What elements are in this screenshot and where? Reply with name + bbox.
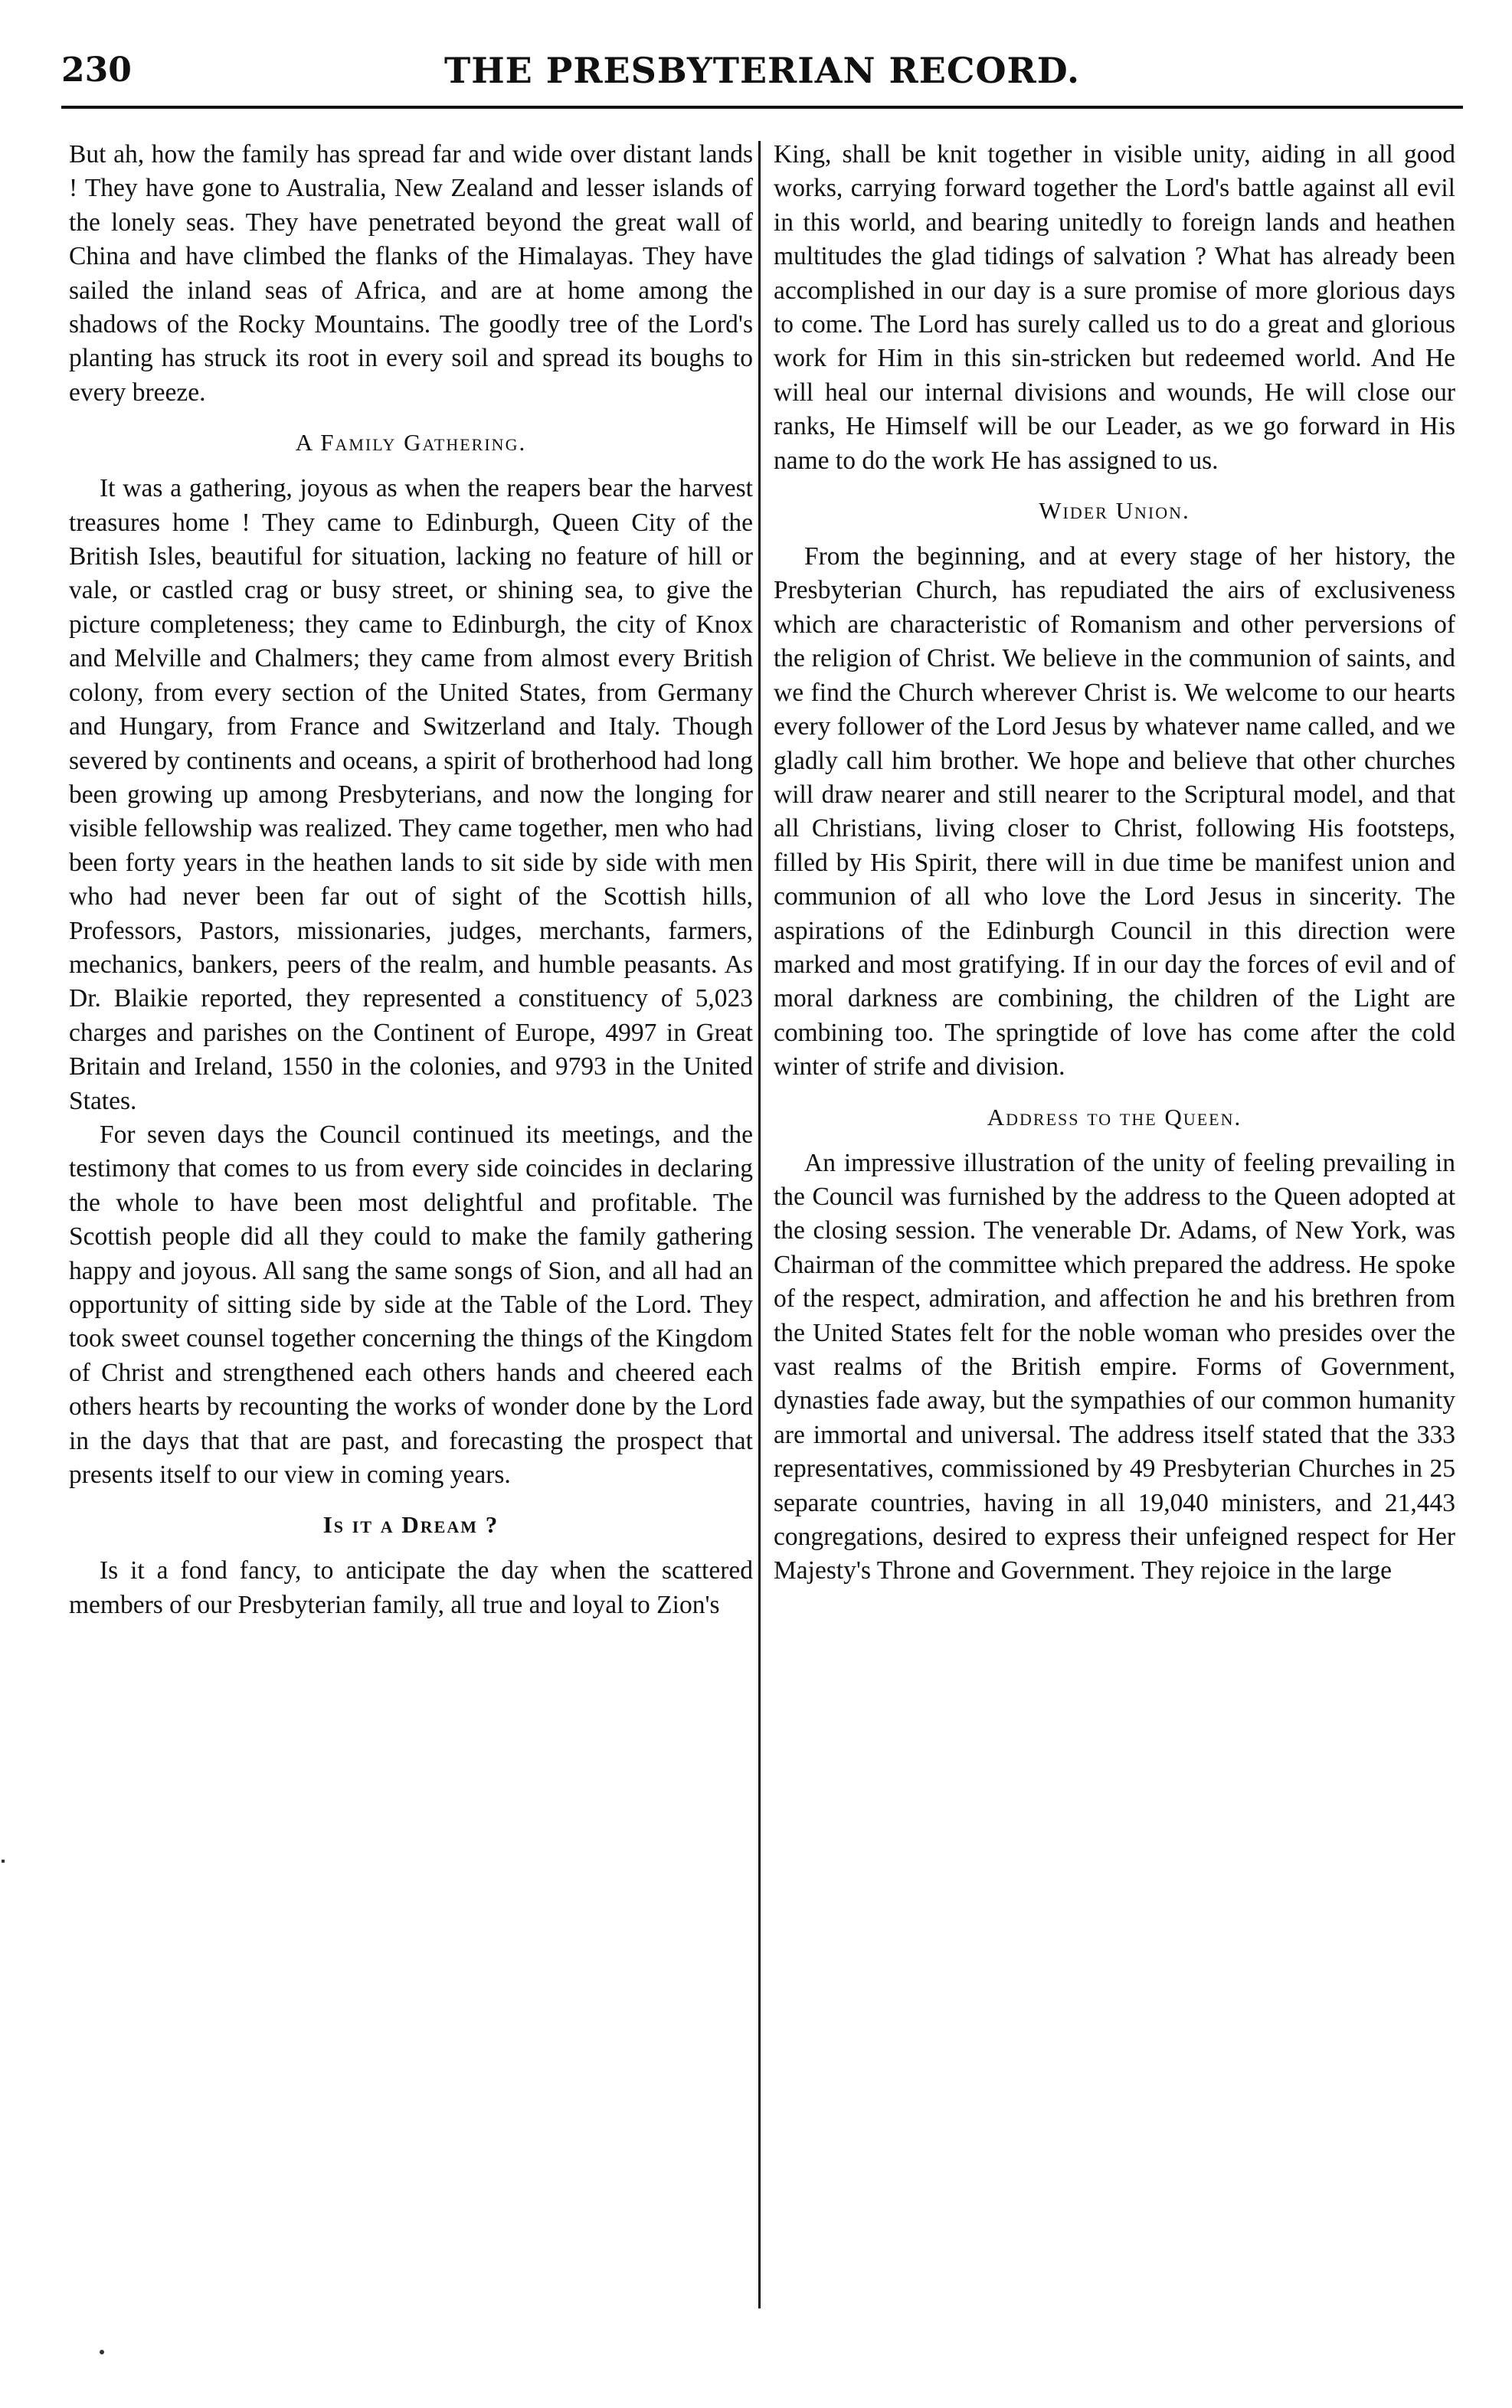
family-gathering-paragraph-2: For seven days the Council continued its meetings, and the testimony that comes to us from every side coincides in declaring the whole to have been most delightful and profitable. The Scottish people did all they could to make the family gathering happy and joyous. All sang the same songs of Sion, and all had an opportunity of sitting side by side at the Table of the Lord. They took sweet counsel together concerning the things of the Kingdom of Christ and strengthened each others hands and cheered each others hearts by recounting the works of wonder done by the Lord in the days that that are past, and forecasting the prospect that presents itself to our view in coming years. (69, 1120, 753, 1490)
is-it-a-dream-heading: Is it a Dream ? (322, 1511, 499, 1539)
right-column (774, 138, 1455, 1588)
wider-union-heading: Wider Union. (1039, 497, 1190, 525)
address-to-queen-paragraph: An impressive illustration of the unity of feeling prevailing in the Council was furnished by the address to the Queen adopted at the closing session. The venerable Dr. Adams, of New York, was Chairman of the committee which prepared the address. He spoke of the respect, admiration, and affection he and his brethren from the United States felt for the noble woman who presides over the vast realms of the British empire. Forms of Government, dynasties fade away, but the sympathies of our common humanity are immortal and universal. The address itself stated that the 333 representatives, commissioned by 49 Presbyterian Churches in 25 separate countries, having in all 19,040 ministers, and 21,443 congregations, desired to express their unfeigned respect for Her Majesty's Throne and Government. They rejoice in the large (774, 1148, 1455, 1585)
print-speck (100, 2350, 104, 2354)
left-column (69, 138, 753, 1622)
column-divider (758, 141, 761, 2308)
intro-paragraph: But ah, how the family has spread far and wide over distant lands ! They have gone to Australia, New Zealand and lesser islands of the lonely seas. They have penetrated beyond the great wall of China and have climbed the flanks of the Himalayas. They have sailed the inland seas of Africa, and are at home among the shadows of the Rocky Mountains. The goodly tree of the Lord's planting has struck its root in every soil and spread its boughs to every breeze. (69, 140, 753, 407)
header-rule (61, 106, 1463, 109)
family-gathering-heading: A Family Gathering. (295, 429, 527, 456)
margin-speck (2, 1860, 5, 1863)
running-head-title: THE PRESBYTERIAN RECORD. (443, 50, 1081, 91)
page-number: 230 (61, 51, 132, 90)
continued-paragraph: King, shall be knit together in visible unity, aiding in all good works, carrying forward together the Lord's battle against all evil in this world, and bearing unitedly to foreign lands and heathen multitudes the glad tidings of salvation ? What has already been accomplished in our day is a sure promise of more glorious days to come. The Lord has surely called us to do a great and glorious work for Him in this sin-stricken but redeemed world. And He will heal our internal divisions and wounds, He will close our ranks, He Himself will be our Leader, as we go forward in His name to do the work He has assigned to us. (774, 140, 1455, 475)
page-header (61, 47, 1463, 101)
address-to-queen-heading: Address to the Queen. (987, 1103, 1242, 1130)
wider-union-paragraph: From the beginning, and at every stage of her history, the Presbyterian Church, has repudiated the airs of exclusiveness which are characteristic of Romanism and other perversions of the religion of Christ. We believe in the communion of saints, and we find the Church wherever Christ is. We welcome to our hearts every follower of the Lord Jesus by whatever name called, and we gladly call him brother. We hope and believe that other churches will draw nearer and still nearer to the Scriptural model, and that all Christians, living closer to Christ, following His footsteps, filled by His Spirit, there will in due time be manifest union and communion of all who love the Lord Jesus in sincerity. The aspirations of the Edinburgh Council in this direction were marked and most gratifying. If in our day the forces of evil and of moral darkness are combining, the children of the Light are combining too. The springtide of love has come after the cold winter of strife and division. (774, 542, 1455, 1081)
is-it-a-dream-paragraph: Is it a fond fancy, to anticipate the day when the scattered members of our Presbyterian family, all true and loyal to Zion's (69, 1556, 753, 1619)
family-gathering-paragraph-1: It was a gathering, joyous as when the reapers bear the harvest treasures home ! They came to Edinburgh, Queen City of the British Isles, beautiful for situation, lacking no feature of hill or vale, or castled crag or busy street, or shining sea, to give the picture completeness; they came to Edinburgh, the city of Knox and Melville and Chalmers; they came from almost every British colony, from every section of the United States, from Germany and Hungary, from France and Switzerland and Italy. Though severed by continents and oceans, a spirit of brotherhood had long been growing up among Presbyterians, and now the longing for visible fellowship was realized. They came together, men who had been forty years in the heathen lands to sit side by side with men who had never been far out of sight of the Scottish hills, Professors, Pastors, missionaries, judges, merchants, farmers, mechanics, bankers, peers of the realm, and humble peasants. As Dr. Blaikie reported, they represented a constituency of 5,023 charges and parishes on the Continent of Europe, 4997 in Great Britain and Ireland, 1550 in the colonies, and 9793 in the United States. (69, 474, 753, 1115)
